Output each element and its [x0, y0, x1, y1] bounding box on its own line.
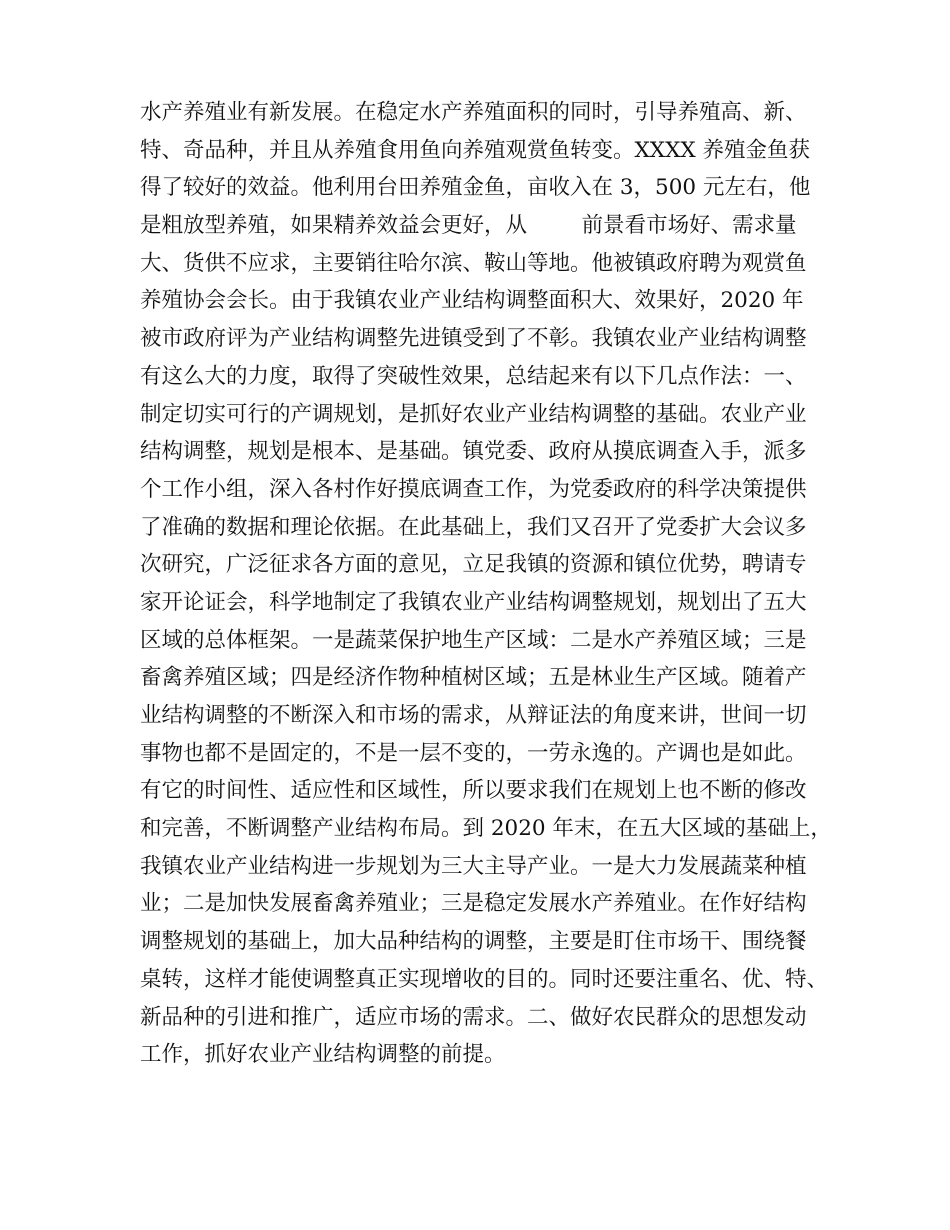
text-line: 特、奇品种，并且从养殖食用鱼向养殖观赏鱼转变。XXXX 养殖金鱼获: [140, 137, 811, 163]
text-line: 区域的总体框架。一是蔬菜保护地生产区域：二是水产养殖区域；三是: [140, 627, 807, 653]
text-line: 有这么大的力度，取得了突破性效果，总结起来有以下几点作法：一、: [140, 363, 807, 389]
text-line: 新品种的引进和推广，适应市场的需求。二、做好农民群众的思想发动: [140, 1004, 807, 1030]
text-line: 我镇农业产业结构进一步规划为三大主导产业。一是大力发展蔬菜种植: [140, 853, 807, 879]
text-line: 是粗放型养殖，如果精养效益会更好，从 前景看市场好、需求量: [140, 213, 797, 239]
text-line: 工作，抓好农业产业结构调整的前提。: [140, 1042, 506, 1068]
text-line: 业；二是加快发展畜禽养殖业；三是稳定发展水产养殖业。在作好结构: [140, 891, 807, 917]
text-line: 制定切实可行的产调规划，是抓好农业产业结构调整的基础。农业产业: [140, 401, 807, 427]
text-line: 桌转，这样才能使调整真正实现增收的目的。同时还要注重名、优、特、: [140, 966, 829, 992]
text-line: 次研究，广泛征求各方面的意见，立足我镇的资源和镇位优势，聘请专: [140, 552, 807, 578]
text-line: 个工作小组，深入各村作好摸底调查工作，为党委政府的科学决策提供: [140, 476, 807, 502]
text-line: 事物也都不是固定的，不是一层不变的，一劳永逸的。产调也是如此。: [140, 740, 807, 766]
text-line: 养殖协会会长。由于我镇农业产业结构调整面积大、效果好，2020 年: [140, 288, 804, 314]
text-line: 有它的时间性、适应性和区域性，所以要求我们在规划上也不断的修改: [140, 778, 807, 804]
text-line: 家开论证会，科学地制定了我镇农业产业结构调整规划，规划出了五大: [140, 589, 807, 615]
text-line: 调整规划的基础上，加大品种结构的调整，主要是盯住市场干、围绕餐: [140, 929, 807, 955]
text-line: 业结构调整的不断深入和市场的需求，从辩证法的角度来讲，世间一切: [140, 703, 807, 728]
text-line: 畜禽养殖区域；四是经济作物种植树区域；五是林业生产区域。随着产: [140, 665, 807, 691]
text-line: 了准确的数据和理论依据。在此基础上，我们又召开了党委扩大会议多: [140, 514, 807, 540]
body-text: [140, 94, 840, 1074]
text-line: 水产养殖业有新发展。在稳定水产养殖面积的同时，引导养殖高、新、: [140, 100, 807, 125]
text-line: 大、货供不应求，主要销往哈尔滨、鞍山等地。他被镇政府聘为观赏鱼: [140, 250, 807, 276]
text-line: 被市政府评为产业结构调整先进镇受到了不彰。我镇农业产业结构调整: [140, 326, 807, 352]
text-line: 和完善，不断调整产业结构布局。到 2020 年末，在五大区域的基础上，: [140, 816, 832, 842]
text-line: 得了较好的效益。他利用台田养殖金鱼，亩收入在 3，500 元左右，他: [140, 175, 811, 201]
text-line: 结构调整，规划是根本、是基础。镇党委、政府从摸底调查入手，派多: [140, 439, 807, 465]
